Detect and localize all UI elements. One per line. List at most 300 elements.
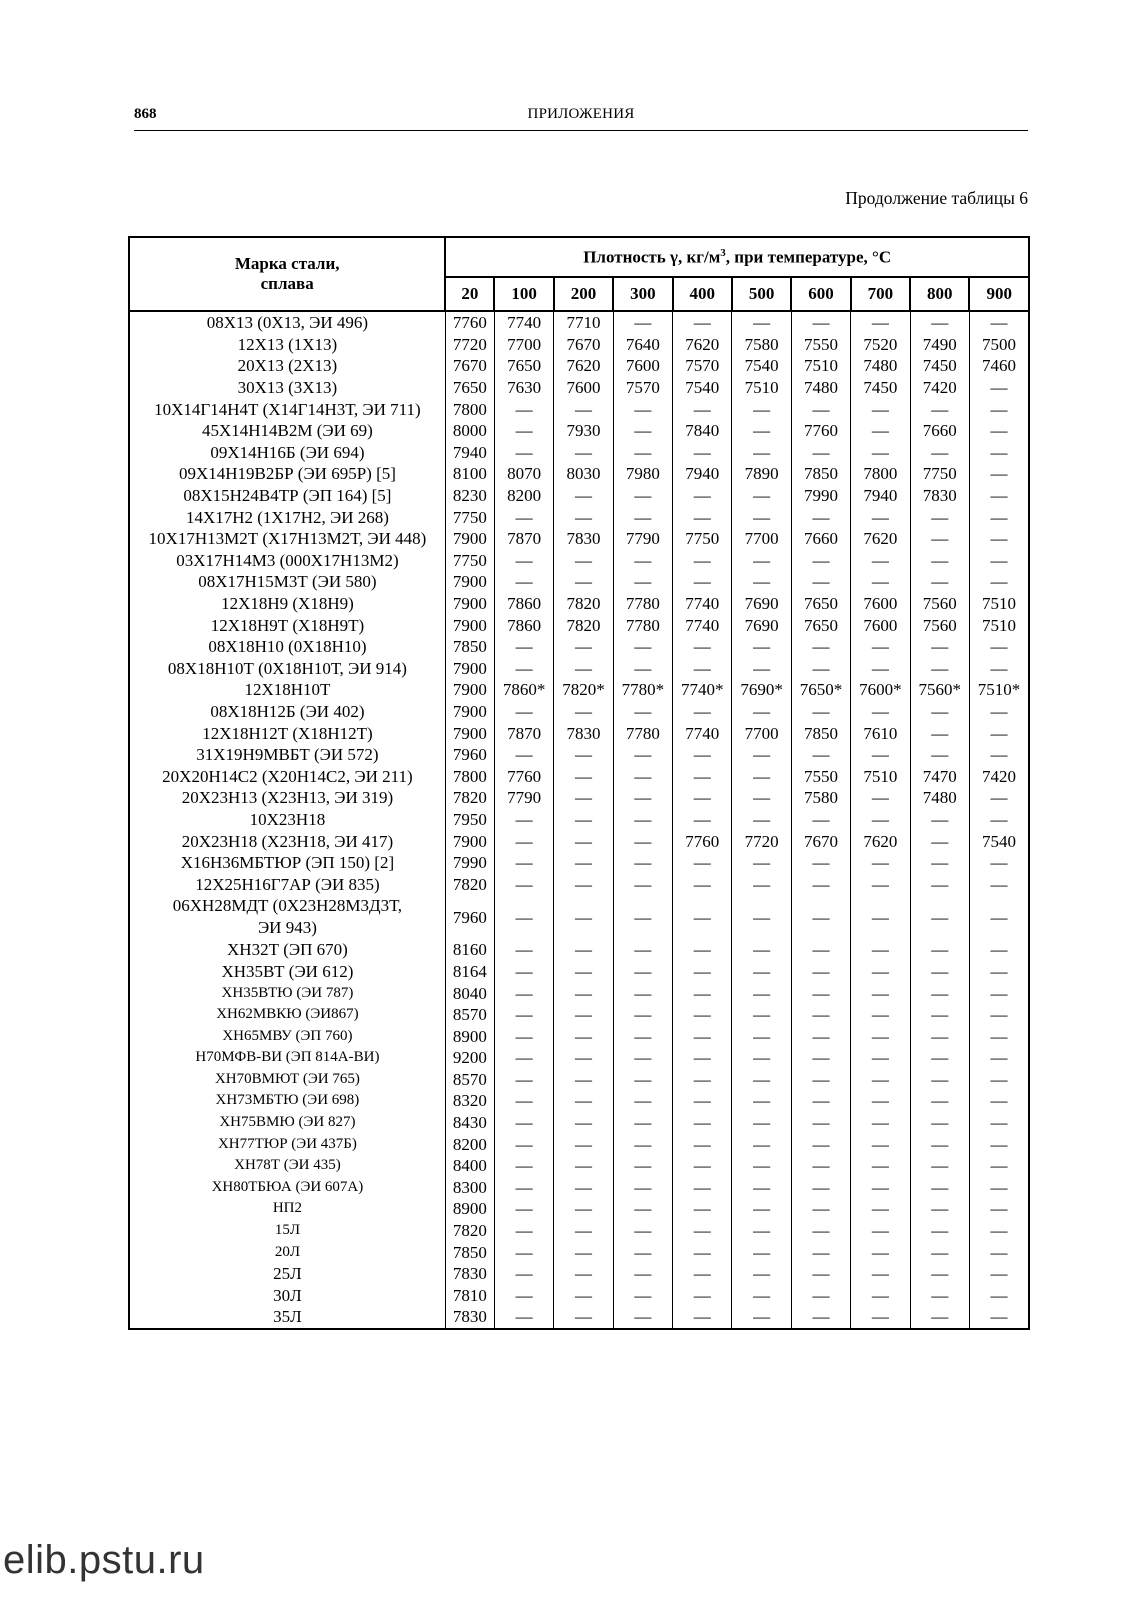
density-value-cell: 7830 bbox=[554, 722, 613, 744]
density-value-cell: 7850 bbox=[791, 463, 850, 485]
density-value-cell: — bbox=[554, 961, 613, 983]
density-value-cell: — bbox=[969, 961, 1029, 983]
density-value-cell: — bbox=[732, 809, 791, 831]
density-value-cell: — bbox=[910, 1047, 969, 1069]
density-value-cell: 7510 bbox=[732, 377, 791, 399]
grade-name-cell bbox=[129, 311, 445, 334]
table-row bbox=[129, 1004, 1029, 1026]
density-value-cell: — bbox=[969, 982, 1029, 1004]
density-value-cell: 7610 bbox=[851, 722, 910, 744]
density-value-cell: 7900 bbox=[445, 722, 494, 744]
density-value-cell: 7900 bbox=[445, 571, 494, 593]
density-value-cell: 7520 bbox=[851, 334, 910, 356]
density-value-cell: — bbox=[613, 787, 672, 809]
density-value-cell: — bbox=[494, 1198, 553, 1220]
density-value-cell: 7760 bbox=[791, 420, 850, 442]
density-value-cell: 7940 bbox=[851, 485, 910, 507]
density-value-cell: — bbox=[554, 1306, 613, 1329]
grade-name-cell bbox=[129, 701, 445, 723]
density-value-cell: — bbox=[851, 1220, 910, 1242]
table-row bbox=[129, 1220, 1029, 1242]
density-value-cell: — bbox=[673, 658, 732, 680]
density-value-cell: — bbox=[613, 895, 672, 939]
density-value-cell: — bbox=[969, 1220, 1029, 1242]
density-value-cell: — bbox=[732, 1155, 791, 1177]
density-value-cell: — bbox=[673, 1025, 732, 1047]
density-value-cell: 7600 bbox=[851, 614, 910, 636]
density-value-cell: — bbox=[969, 1177, 1029, 1199]
density-value-cell: — bbox=[554, 571, 613, 593]
density-value-cell: — bbox=[494, 1155, 553, 1177]
grade-name: 12Х18Н12Т (Х18Н12Т) bbox=[202, 723, 373, 743]
density-value-cell: — bbox=[554, 636, 613, 658]
grade-name: 12Х18Н9 (Х18Н9) bbox=[221, 594, 354, 614]
density-value-cell: 7760 bbox=[673, 830, 732, 852]
density-value-cell: — bbox=[554, 809, 613, 831]
density-value-cell: — bbox=[791, 1112, 850, 1134]
density-value-cell: — bbox=[791, 1133, 850, 1155]
density-value-cell: — bbox=[613, 939, 672, 961]
temperature-header-cell: 100 bbox=[494, 277, 553, 311]
grade-column-header bbox=[129, 237, 445, 311]
density-value-cell: 8160 bbox=[445, 939, 494, 961]
grade-name-cell bbox=[129, 614, 445, 636]
density-value-cell: — bbox=[732, 1177, 791, 1199]
grade-name-cell bbox=[129, 442, 445, 464]
density-value-cell: 7820 bbox=[445, 873, 494, 895]
density-value-cell: 8400 bbox=[445, 1155, 494, 1177]
density-value-cell: 7660 bbox=[791, 528, 850, 550]
density-value-cell: — bbox=[613, 571, 672, 593]
density-value-cell: — bbox=[494, 1285, 553, 1307]
density-value-cell: — bbox=[969, 1112, 1029, 1134]
density-value-cell: 7550 bbox=[791, 334, 850, 356]
density-value-cell: — bbox=[732, 550, 791, 572]
density-value-cell: 7790 bbox=[494, 787, 553, 809]
density-value-cell: 7930 bbox=[554, 420, 613, 442]
density-value-cell: — bbox=[969, 442, 1029, 464]
density-value-cell: — bbox=[494, 636, 553, 658]
density-value-cell: — bbox=[791, 1025, 850, 1047]
density-value-cell: 7670 bbox=[791, 830, 850, 852]
density-value-cell: — bbox=[554, 787, 613, 809]
density-value-cell: — bbox=[732, 571, 791, 593]
grade-name: 15Л bbox=[274, 1222, 301, 1239]
density-value-cell: — bbox=[494, 1177, 553, 1199]
density-value-cell: — bbox=[673, 1198, 732, 1220]
density-value-cell: — bbox=[554, 485, 613, 507]
table-row bbox=[129, 398, 1029, 420]
grade-name: Н70МФВ-ВИ (ЭП 814А-ВИ) bbox=[195, 1049, 380, 1066]
density-value-cell: — bbox=[851, 1198, 910, 1220]
density-value-cell: — bbox=[613, 550, 672, 572]
density-value-cell: 7620 bbox=[851, 528, 910, 550]
density-value-cell: — bbox=[851, 506, 910, 528]
density-header-prefix: Плотность γ, кг/м bbox=[583, 247, 721, 267]
density-value-cell: — bbox=[910, 528, 969, 550]
density-header-superscript: 3 bbox=[720, 246, 726, 259]
density-value-cell: — bbox=[791, 1306, 850, 1329]
density-value-cell: — bbox=[673, 744, 732, 766]
density-value-cell: 7900 bbox=[445, 528, 494, 550]
density-value-cell: 7900 bbox=[445, 658, 494, 680]
density-value-cell: 7570 bbox=[673, 355, 732, 377]
grade-name: ХН32Т (ЭП 670) bbox=[227, 940, 348, 960]
density-value-cell: 8900 bbox=[445, 1198, 494, 1220]
density-value-cell: — bbox=[554, 852, 613, 874]
density-value-cell: 8000 bbox=[445, 420, 494, 442]
grade-name: 25Л bbox=[273, 1264, 302, 1284]
density-value-cell: 9200 bbox=[445, 1047, 494, 1069]
table-row bbox=[129, 1047, 1029, 1069]
density-value-cell: — bbox=[673, 895, 732, 939]
density-value-cell: 7510 bbox=[969, 614, 1029, 636]
density-value-cell: 7510 bbox=[791, 355, 850, 377]
density-value-cell: — bbox=[613, 1004, 672, 1026]
density-value-cell: — bbox=[910, 1090, 969, 1112]
density-value-cell: 8200 bbox=[445, 1133, 494, 1155]
density-value-cell: — bbox=[969, 1047, 1029, 1069]
density-value-cell: — bbox=[613, 636, 672, 658]
table-row bbox=[129, 355, 1029, 377]
table-row bbox=[129, 528, 1029, 550]
density-value-cell: — bbox=[613, 982, 672, 1004]
grade-name: ХН35ВТ (ЭИ 612) bbox=[221, 961, 354, 981]
density-value-cell: 7740 bbox=[673, 722, 732, 744]
density-value-cell: — bbox=[910, 852, 969, 874]
density-value-cell: — bbox=[673, 873, 732, 895]
density-value-cell: 7480 bbox=[851, 355, 910, 377]
density-value-cell: 7560 bbox=[910, 614, 969, 636]
grade-name: ХН73МБТЮ (ЭИ 698) bbox=[215, 1092, 360, 1109]
density-value-cell: — bbox=[910, 722, 969, 744]
density-value-cell: — bbox=[851, 1177, 910, 1199]
density-value-cell: — bbox=[851, 658, 910, 680]
density-value-cell: — bbox=[791, 506, 850, 528]
grade-name-cell bbox=[129, 961, 445, 983]
density-value-cell: — bbox=[673, 1133, 732, 1155]
grade-name-cell bbox=[129, 939, 445, 961]
density-value-cell: 8100 bbox=[445, 463, 494, 485]
density-value-cell: — bbox=[494, 1025, 553, 1047]
density-value-cell: — bbox=[613, 852, 672, 874]
density-value-cell: — bbox=[791, 398, 850, 420]
grade-name-cell bbox=[129, 420, 445, 442]
density-value-cell: 7850 bbox=[791, 722, 850, 744]
density-value-cell: — bbox=[851, 571, 910, 593]
density-value-cell: — bbox=[851, 1047, 910, 1069]
density-value-cell: 7660 bbox=[910, 420, 969, 442]
density-value-cell: — bbox=[613, 442, 672, 464]
density-value-cell: 7990 bbox=[791, 485, 850, 507]
density-value-cell: — bbox=[554, 1047, 613, 1069]
density-value-cell: — bbox=[494, 420, 553, 442]
density-value-cell: — bbox=[732, 1285, 791, 1307]
density-value-cell: — bbox=[613, 701, 672, 723]
density-value-cell: 7820 bbox=[445, 787, 494, 809]
table-row bbox=[129, 895, 1029, 939]
density-value-cell: — bbox=[732, 398, 791, 420]
density-value-cell: — bbox=[969, 1025, 1029, 1047]
density-value-cell: — bbox=[554, 658, 613, 680]
table-row bbox=[129, 939, 1029, 961]
density-value-cell: 7620 bbox=[673, 334, 732, 356]
density-value-cell: 7760 bbox=[445, 311, 494, 334]
density-value-cell: — bbox=[791, 1220, 850, 1242]
density-value-cell: 7800 bbox=[445, 398, 494, 420]
density-value-cell: 7850 bbox=[445, 1241, 494, 1263]
density-value-cell: — bbox=[613, 1090, 672, 1112]
density-value-cell: — bbox=[732, 982, 791, 1004]
density-value-cell: — bbox=[732, 1133, 791, 1155]
density-value-cell: — bbox=[613, 1177, 672, 1199]
density-value-cell: — bbox=[732, 1004, 791, 1026]
table-row bbox=[129, 982, 1029, 1004]
density-value-cell: — bbox=[791, 550, 850, 572]
density-value-cell: 7740 bbox=[494, 311, 553, 334]
grade-name-cell bbox=[129, 550, 445, 572]
density-value-cell: — bbox=[732, 442, 791, 464]
table-row bbox=[129, 1263, 1029, 1285]
density-value-cell: — bbox=[910, 1004, 969, 1026]
density-value-cell: — bbox=[969, 528, 1029, 550]
density-value-cell: — bbox=[910, 636, 969, 658]
grade-name: ХН78Т (ЭИ 435) bbox=[234, 1157, 341, 1174]
density-value-cell: — bbox=[673, 809, 732, 831]
density-value-cell: 7850 bbox=[445, 636, 494, 658]
density-value-cell: 7820* bbox=[554, 679, 613, 701]
density-value-cell: — bbox=[673, 550, 732, 572]
density-value-cell: 7510 bbox=[969, 593, 1029, 615]
density-value-cell: 7600 bbox=[554, 377, 613, 399]
table-row bbox=[129, 701, 1029, 723]
density-value-cell: — bbox=[791, 982, 850, 1004]
density-value-cell: — bbox=[494, 1004, 553, 1026]
grade-name-cell bbox=[129, 1112, 445, 1134]
density-value-cell: 7820 bbox=[554, 614, 613, 636]
density-value-cell: 7650 bbox=[494, 355, 553, 377]
table-row bbox=[129, 442, 1029, 464]
table-row bbox=[129, 420, 1029, 442]
table-caption: Продолжение таблицы 6 bbox=[845, 188, 1028, 208]
grade-name-cell bbox=[129, 1133, 445, 1155]
grade-name: 06ХН28МДТ (0Х23Н28М3Д3Т, ЭИ 943) bbox=[172, 896, 403, 938]
grade-name-cell bbox=[129, 1285, 445, 1307]
density-value-cell: 7860 bbox=[494, 593, 553, 615]
grade-name: 20Х13 (2Х13) bbox=[237, 356, 338, 376]
table-row bbox=[129, 1241, 1029, 1263]
density-value-cell: — bbox=[554, 506, 613, 528]
table-row bbox=[129, 463, 1029, 485]
grade-name: 35Л bbox=[273, 1307, 302, 1327]
density-value-cell: — bbox=[791, 961, 850, 983]
density-value-cell: — bbox=[673, 1220, 732, 1242]
density-value-cell: — bbox=[554, 895, 613, 939]
grade-name-cell bbox=[129, 1155, 445, 1177]
density-value-cell: — bbox=[910, 701, 969, 723]
density-value-cell: — bbox=[910, 1069, 969, 1091]
grade-name: 12Х18Н10Т bbox=[244, 680, 331, 700]
density-value-cell: 7580 bbox=[791, 787, 850, 809]
density-value-cell: — bbox=[613, 1047, 672, 1069]
density-value-cell: — bbox=[613, 1133, 672, 1155]
density-value-cell: — bbox=[613, 961, 672, 983]
density-value-cell: — bbox=[732, 852, 791, 874]
density-value-cell: — bbox=[613, 1220, 672, 1242]
grade-name-cell bbox=[129, 744, 445, 766]
density-value-cell: — bbox=[673, 442, 732, 464]
grade-name: 08Х18Н10 (0Х18Н10) bbox=[208, 637, 367, 657]
density-value-cell: 8070 bbox=[494, 463, 553, 485]
density-value-cell: 7790 bbox=[613, 528, 672, 550]
density-value-cell: — bbox=[494, 809, 553, 831]
density-value-cell: — bbox=[851, 1263, 910, 1285]
table-row bbox=[129, 830, 1029, 852]
density-value-cell: — bbox=[673, 1090, 732, 1112]
density-value-cell: 7670 bbox=[554, 334, 613, 356]
density-value-cell: — bbox=[791, 636, 850, 658]
density-value-cell: — bbox=[791, 1263, 850, 1285]
density-value-cell: 7780 bbox=[613, 722, 672, 744]
grade-name: 08Х17Н15М3Т (ЭИ 580) bbox=[198, 572, 377, 592]
density-value-cell: — bbox=[969, 722, 1029, 744]
density-value-cell: — bbox=[673, 636, 732, 658]
density-value-cell: — bbox=[673, 1177, 732, 1199]
density-value-cell: 7560 bbox=[910, 593, 969, 615]
density-value-cell: — bbox=[494, 442, 553, 464]
density-value-cell: — bbox=[673, 1069, 732, 1091]
density-value-cell: — bbox=[613, 873, 672, 895]
density-value-cell: — bbox=[732, 1241, 791, 1263]
density-value-cell: — bbox=[791, 1241, 850, 1263]
density-value-cell: — bbox=[494, 830, 553, 852]
density-value-cell: — bbox=[910, 1220, 969, 1242]
grade-name-cell bbox=[129, 398, 445, 420]
density-value-cell: — bbox=[494, 506, 553, 528]
grade-name-cell bbox=[129, 1069, 445, 1091]
table-row bbox=[129, 614, 1029, 636]
density-value-cell: 8320 bbox=[445, 1090, 494, 1112]
density-value-cell: — bbox=[910, 809, 969, 831]
density-value-cell: — bbox=[494, 571, 553, 593]
density-value-cell: — bbox=[732, 1025, 791, 1047]
grade-name-cell bbox=[129, 463, 445, 485]
density-value-cell: — bbox=[791, 1047, 850, 1069]
page-number: 868 bbox=[134, 106, 157, 122]
density-value-cell: — bbox=[969, 550, 1029, 572]
density-value-cell: 7870 bbox=[494, 722, 553, 744]
density-value-cell: — bbox=[673, 939, 732, 961]
density-value-cell: — bbox=[613, 658, 672, 680]
density-value-cell: 7960 bbox=[445, 895, 494, 939]
grade-name: 20Х23Н18 (Х23Н18, ЭИ 417) bbox=[181, 831, 394, 851]
density-value-cell: — bbox=[910, 830, 969, 852]
density-value-cell: — bbox=[851, 982, 910, 1004]
density-value-cell: — bbox=[613, 1155, 672, 1177]
density-value-cell: 7860 bbox=[494, 614, 553, 636]
density-value-cell: 7510* bbox=[969, 679, 1029, 701]
density-value-cell: — bbox=[969, 852, 1029, 874]
density-value-cell: — bbox=[673, 961, 732, 983]
table-row bbox=[129, 765, 1029, 787]
temperature-header-cell: 400 bbox=[673, 277, 732, 311]
grade-name: 30Х13 (3Х13) bbox=[237, 378, 338, 398]
table-row bbox=[129, 1133, 1029, 1155]
density-value-cell: 7620 bbox=[554, 355, 613, 377]
table-row bbox=[129, 852, 1029, 874]
density-value-cell: — bbox=[613, 1198, 672, 1220]
density-value-cell: — bbox=[494, 744, 553, 766]
density-value-cell: — bbox=[613, 1112, 672, 1134]
density-value-cell: — bbox=[732, 636, 791, 658]
density-value-cell: — bbox=[554, 1155, 613, 1177]
density-value-cell: — bbox=[851, 1025, 910, 1047]
table-row bbox=[129, 1069, 1029, 1091]
grade-name-cell bbox=[129, 485, 445, 507]
density-value-cell: — bbox=[554, 1025, 613, 1047]
density-value-cell: — bbox=[791, 744, 850, 766]
table-row bbox=[129, 571, 1029, 593]
density-value-cell: — bbox=[732, 1263, 791, 1285]
density-value-cell: 7450 bbox=[851, 377, 910, 399]
table-row bbox=[129, 550, 1029, 572]
running-title: ПРИЛОЖЕНИЯ bbox=[527, 106, 635, 122]
density-value-cell: — bbox=[732, 1069, 791, 1091]
grade-name-cell bbox=[129, 1198, 445, 1220]
density-value-cell: 7940 bbox=[673, 463, 732, 485]
density-value-cell: — bbox=[554, 830, 613, 852]
density-value-cell: 7830 bbox=[910, 485, 969, 507]
density-value-cell: — bbox=[732, 1090, 791, 1112]
table-row bbox=[129, 658, 1029, 680]
density-value-cell: — bbox=[910, 1155, 969, 1177]
density-value-cell: — bbox=[969, 939, 1029, 961]
density-value-cell: — bbox=[969, 420, 1029, 442]
density-value-cell: — bbox=[673, 1047, 732, 1069]
density-value-cell: — bbox=[910, 982, 969, 1004]
density-value-cell: — bbox=[969, 809, 1029, 831]
density-value-cell: 7690 bbox=[732, 593, 791, 615]
density-value-cell: — bbox=[732, 658, 791, 680]
density-value-cell: — bbox=[910, 1306, 969, 1329]
grade-name: 12Х25Н16Г7АР (ЭИ 835) bbox=[195, 874, 380, 894]
density-value-cell: 7540 bbox=[673, 377, 732, 399]
density-value-cell: 7900 bbox=[445, 614, 494, 636]
density-value-cell: 7650 bbox=[445, 377, 494, 399]
grade-name: ХН75ВМЮ (ЭИ 827) bbox=[219, 1114, 356, 1131]
grade-name: 20Х20Н14С2 (Х20Н14С2, ЭИ 211) bbox=[162, 766, 413, 786]
density-value-cell: — bbox=[732, 939, 791, 961]
density-value-cell: — bbox=[969, 1241, 1029, 1263]
density-value-cell: — bbox=[554, 550, 613, 572]
density-value-cell: 7820 bbox=[554, 593, 613, 615]
density-value-cell: 7550 bbox=[791, 765, 850, 787]
density-value-cell: 7690* bbox=[732, 679, 791, 701]
density-value-cell: 7750 bbox=[910, 463, 969, 485]
density-value-cell: — bbox=[910, 961, 969, 983]
density-value-cell: — bbox=[969, 1004, 1029, 1026]
density-value-cell: 8164 bbox=[445, 961, 494, 983]
density-value-cell: 8900 bbox=[445, 1025, 494, 1047]
density-value-cell: — bbox=[732, 873, 791, 895]
density-value-cell: — bbox=[613, 1069, 672, 1091]
density-value-cell: — bbox=[554, 982, 613, 1004]
grade-name: 08Х15Н24В4ТР (ЭП 164) [5] bbox=[183, 486, 392, 506]
table-row bbox=[129, 593, 1029, 615]
grade-name-cell bbox=[129, 506, 445, 528]
temperature-header-cell: 700 bbox=[851, 277, 910, 311]
density-value-cell: — bbox=[851, 961, 910, 983]
